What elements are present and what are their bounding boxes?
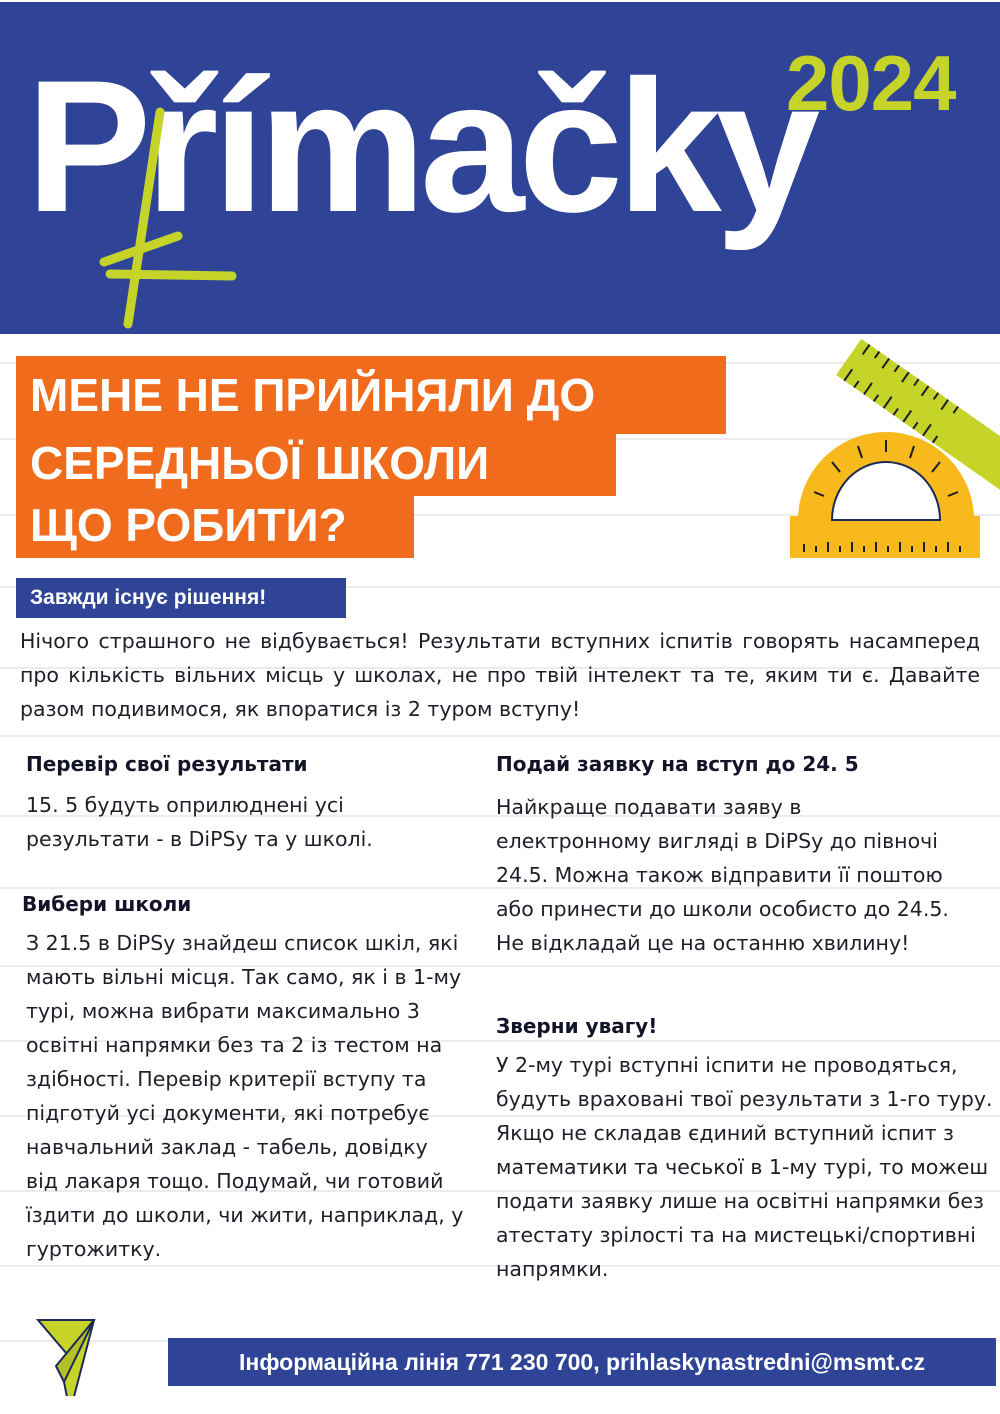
section-heading-choose-schools: Вибери школи bbox=[22, 892, 192, 916]
headline-line-2: СЕРЕДНЬОЇ ШКОЛИ bbox=[16, 432, 616, 496]
section-body-check-results: 15. 5 будуть оприлюднені усі результати - в DiPSy та у школі. bbox=[26, 793, 373, 851]
section-heading-attention: Зверни увагу! bbox=[496, 1014, 658, 1038]
paper-plane-icon bbox=[30, 1316, 160, 1396]
section-body-choose-schools: З 21.5 в DiPSy знайдеш список шкіл, які мають вільні місця. Так само, як і в 1-му турі, можна вибрати максимально 3 освітні напрямки без та 2 із тестом на здібності. Перевір критерії вступу та підготуй усі документи, які потребує навчальний заклад - табель, довідку від лакаря тощо. Подумай, чи готовий їздити до школи, чи жити, наприклад, у гуртожитку. bbox=[26, 931, 464, 1261]
subtitle-badge: Завжди існує рішення! bbox=[16, 578, 346, 618]
intro-paragraph: Нічого страшного не відбувається! Результати вступних іспитів говорять насамперед про кількість вільних місць у школах, не про твій інтелект та те, яким ти є. Давайте разом подивимося, як впоратися із 2 туром вступу! bbox=[20, 629, 980, 721]
headline-line-1: МЕНЕ НЕ ПРИЙНЯЛИ ДО bbox=[16, 356, 726, 434]
year-label: 2024 bbox=[786, 39, 956, 127]
info-line-bar: Інформаційна лінія 771 230 700, prihlaskynastredni@msmt.cz bbox=[168, 1338, 996, 1386]
brand-title: Přímačky bbox=[26, 41, 815, 251]
section-body-apply: Найкраще подавати заяву в електронному вигляді в DiPSy до півночі 24.5. Можна також відправити її поштою або принести до школи особисто до 24.5. Не відкладай це на останню хвилину! bbox=[496, 795, 949, 955]
header-banner bbox=[0, 2, 1000, 334]
section-heading-apply: Подай заявку на вступ до 24. 5 bbox=[496, 752, 859, 776]
hash-scribble-icon bbox=[90, 102, 290, 332]
section-body-attention: У 2-му турі вступні іспити не проводяться, будуть враховані твої результати з 1-го туру. Якщо не складав єдиний вступний іспит з математики та чеської в 1-му турі, то можеш подати заявку лише на освітні напрямки без атестату зрілості та на мистецькі/спортивні напрямки. bbox=[496, 1053, 993, 1281]
ruler-protractor-icon bbox=[780, 330, 1000, 560]
ruled-line bbox=[0, 735, 1000, 737]
headline-line-3: ЩО РОБИТИ? bbox=[16, 494, 414, 558]
section-heading-check-results: Перевір свої результати bbox=[26, 752, 308, 776]
